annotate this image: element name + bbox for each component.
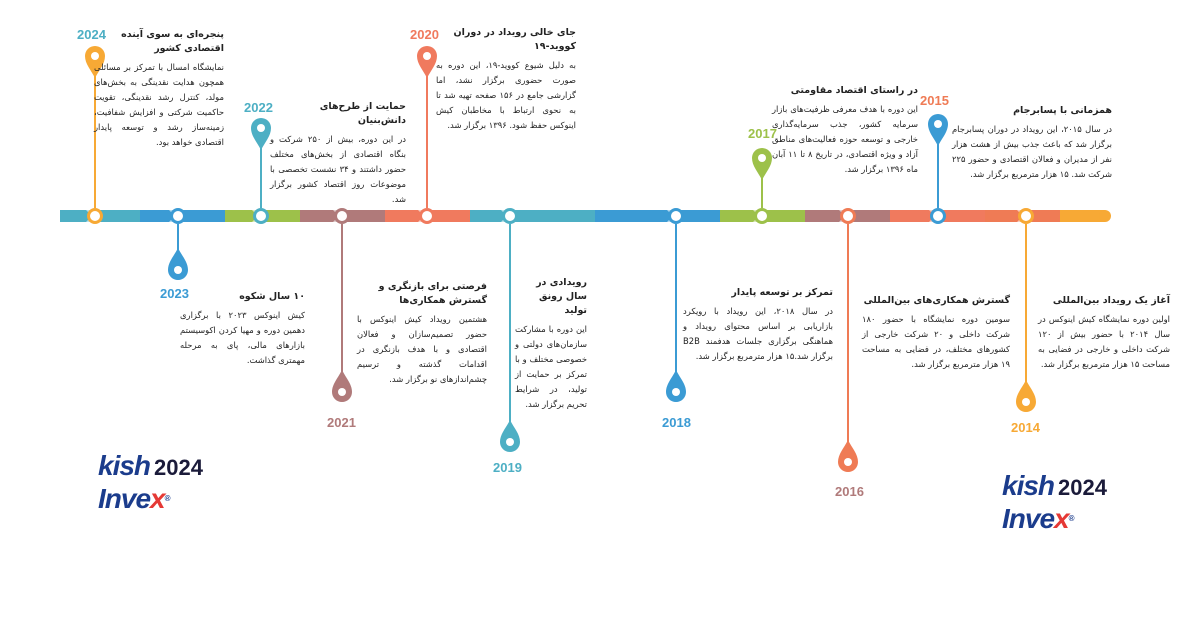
map-pin-hole [844, 458, 852, 466]
event-title: گسترش همکاری‌های بین‌المللی [863, 295, 1010, 306]
year-2015: 2015 [920, 93, 949, 108]
event-title: رویدادی در سال رونق تولید [536, 277, 587, 316]
timeline-node [670, 210, 683, 223]
event-title: ۱۰ سال شکوه [239, 291, 305, 302]
year-2021: 2021 [327, 415, 356, 430]
event-body: این دوره با هدف معرفی ظرفیت‌های بازار سرمایه کشور، جذب سرمایه‌گذاری خارجی و توسعه حوزه فعالیت‌های مناطق آزاد و ویژه اقتصادی، در تاریخ ۸ تا ۱۱ آبان ماه ۱۳۹۶ برگزار شد. [772, 104, 918, 174]
timeline-segment [1060, 210, 1105, 222]
event-2020-text [436, 26, 576, 133]
event-title: جای خالی رویداد در دوران کووید-۱۹ [453, 27, 576, 52]
event-body: در سال ۲۰۱۸، این رویداد با رویکرد بازاریابی بر اساس محتوای رویداد و هماهنگی برگزاری جلسات هدفمند B2B برگزار شد.۱۵ هزار مترمربع برگزار شد. [683, 306, 833, 361]
event-body: کیش اینوکس ۲۰۲۳ با برگزاری دهمین دوره و مهیا کردن اکوسیستم بازارهای مالی، پای به مرحله مهمتری گذاشت. [180, 310, 305, 365]
timeline-node [336, 210, 349, 223]
kish-invex-logo-right: kish 2024 Invex® [1002, 470, 1107, 534]
map-pin-icon [1016, 380, 1036, 412]
map-pin-icon [838, 440, 858, 472]
event-body: این دوره با مشارکت سازمان‌های دولتی و خصوصی مختلف و با تمرکز بر حمایت از تولید، در شرایط تحریم برگزار شد. [515, 324, 587, 409]
event-body: اولین دوره نمایشگاه کیش اینوکس در سال ۲۰۱۴ با حضور بیش از ۱۲۰ شرکت داخلی و خارجی در فضایی به مساحت ۱۵ هزار مترمربع برگزار شد. [1038, 314, 1170, 369]
map-pin-hole [758, 154, 766, 162]
event-body: در این دوره، بیش از ۲۵۰ شرکت و بنگاه اقتصادی از بخش‌های مختلف حضور داشتند و ۳۴ نشست تخصصی با موضوعات روز اقتصاد کشور برگزار شد. [270, 134, 406, 204]
year-2016: 2016 [835, 484, 864, 499]
timeline-node [842, 210, 855, 223]
map-pin-icon [168, 248, 188, 280]
map-pin-icon [332, 370, 352, 402]
timeline-end-cap [1099, 210, 1111, 222]
timeline-node [756, 210, 769, 223]
map-pin-hole [423, 52, 431, 60]
year-2014: 2014 [1011, 420, 1040, 435]
event-2018-text [683, 286, 833, 364]
event-body: هشتمین رویداد کیش اینوکس با حضور تصمیم‌سازان و فعالان اقتصادی و با هدف بازنگری در اقدامات گذشته و ترسیم چشم‌اندازهای نو برگزار شد. [357, 314, 487, 384]
map-pin-icon [752, 148, 772, 180]
map-pin-icon [666, 370, 686, 402]
event-body: در سال ۲۰۱۵، این رویداد در دوران پسابرجام برگزار شد که باعث جذب بیش از هشت هزار نفر از مدیران و فعالان اقتصادی و حضور ۲۲۵ شرکت شد. ۱۵ هزار مترمربع برگزار شد. [952, 124, 1112, 179]
event-2017-text [772, 84, 918, 177]
timeline-node [255, 210, 268, 223]
event-2021-text [357, 280, 487, 387]
year-2017: 2017 [748, 126, 777, 141]
event-body: به دلیل شیوع کووید-۱۹، این دوره به صورت حضوری برگزار نشد، اما گزارشی جامع در ۱۵۶ صفحه تهیه شد تا به نحوی ارتباط با مخاطبان کیش اینوکس حفظ شود. ۱۳۹۶ برگزار شد. [436, 60, 576, 130]
event-title: پنجره‌ای به سوی آینده اقتصادی کشور [121, 29, 224, 54]
map-pin-icon [500, 420, 520, 452]
map-pin-hole [338, 388, 346, 396]
event-title: در راستای اقتصاد مقاومتی [790, 85, 918, 96]
map-pin-hole [174, 266, 182, 274]
timeline-segment [595, 210, 720, 222]
event-2016-text [862, 294, 1010, 372]
map-pin-hole [506, 438, 514, 446]
map-pin-icon [251, 118, 271, 150]
map-pin-hole [672, 388, 680, 396]
year-2020: 2020 [410, 27, 439, 42]
map-pin-hole [1022, 398, 1030, 406]
event-2022-text [270, 100, 406, 207]
timeline-segment [470, 210, 595, 222]
timeline-node [172, 210, 185, 223]
map-pin-hole [934, 120, 942, 128]
event-body: سومین دوره نمایشگاه با حضور ۱۸۰ شرکت داخلی و ۲۰ شرکت خارجی از کشورهای مختلف، در فضایی به مساحت ۱۹ هزار مترمربع برگزار شد. [862, 314, 1010, 369]
timeline-node [1020, 210, 1033, 223]
event-2023-text [180, 290, 305, 368]
event-title: همزمانی با پسابرجام [1013, 105, 1112, 116]
timeline-node [421, 210, 434, 223]
event-title: فرصتی برای بازنگری و گسترش همکاری‌ها [378, 281, 487, 306]
map-pin-icon [417, 46, 437, 78]
year-2022: 2022 [244, 100, 273, 115]
event-title: تمرکز بر توسعه پایدار [731, 287, 833, 298]
event-2019-text [515, 276, 587, 412]
timeline-node [932, 210, 945, 223]
year-2018: 2018 [662, 415, 691, 430]
year-2019: 2019 [493, 460, 522, 475]
year-2024: 2024 [77, 27, 106, 42]
kish-invex-logo-left: kish 2024 Invex® [98, 450, 203, 514]
map-pin-hole [257, 124, 265, 132]
timeline-node [504, 210, 517, 223]
event-2014-text [1038, 294, 1170, 372]
event-2024-text [94, 28, 224, 150]
year-2023: 2023 [160, 286, 189, 301]
event-body: نمایشگاه امسال با تمرکز بر مسائلی همچون هدایت نقدینگی به بخش‌های مولد، کنترل رشد نقدینگی، تقویت حاکمیت شرکتی و افزایش شفافیت، زمینه‌ساز رشد و توسعه پایدار اقتصادی خواهد بود. [94, 62, 224, 147]
event-2015-text [952, 104, 1112, 182]
map-pin-icon [928, 114, 948, 146]
event-title: حمایت از طرح‌های دانش‌بنیان [319, 101, 406, 126]
timeline-node [89, 210, 102, 223]
event-title: آغاز یک رویداد بین‌المللی [1052, 295, 1170, 306]
